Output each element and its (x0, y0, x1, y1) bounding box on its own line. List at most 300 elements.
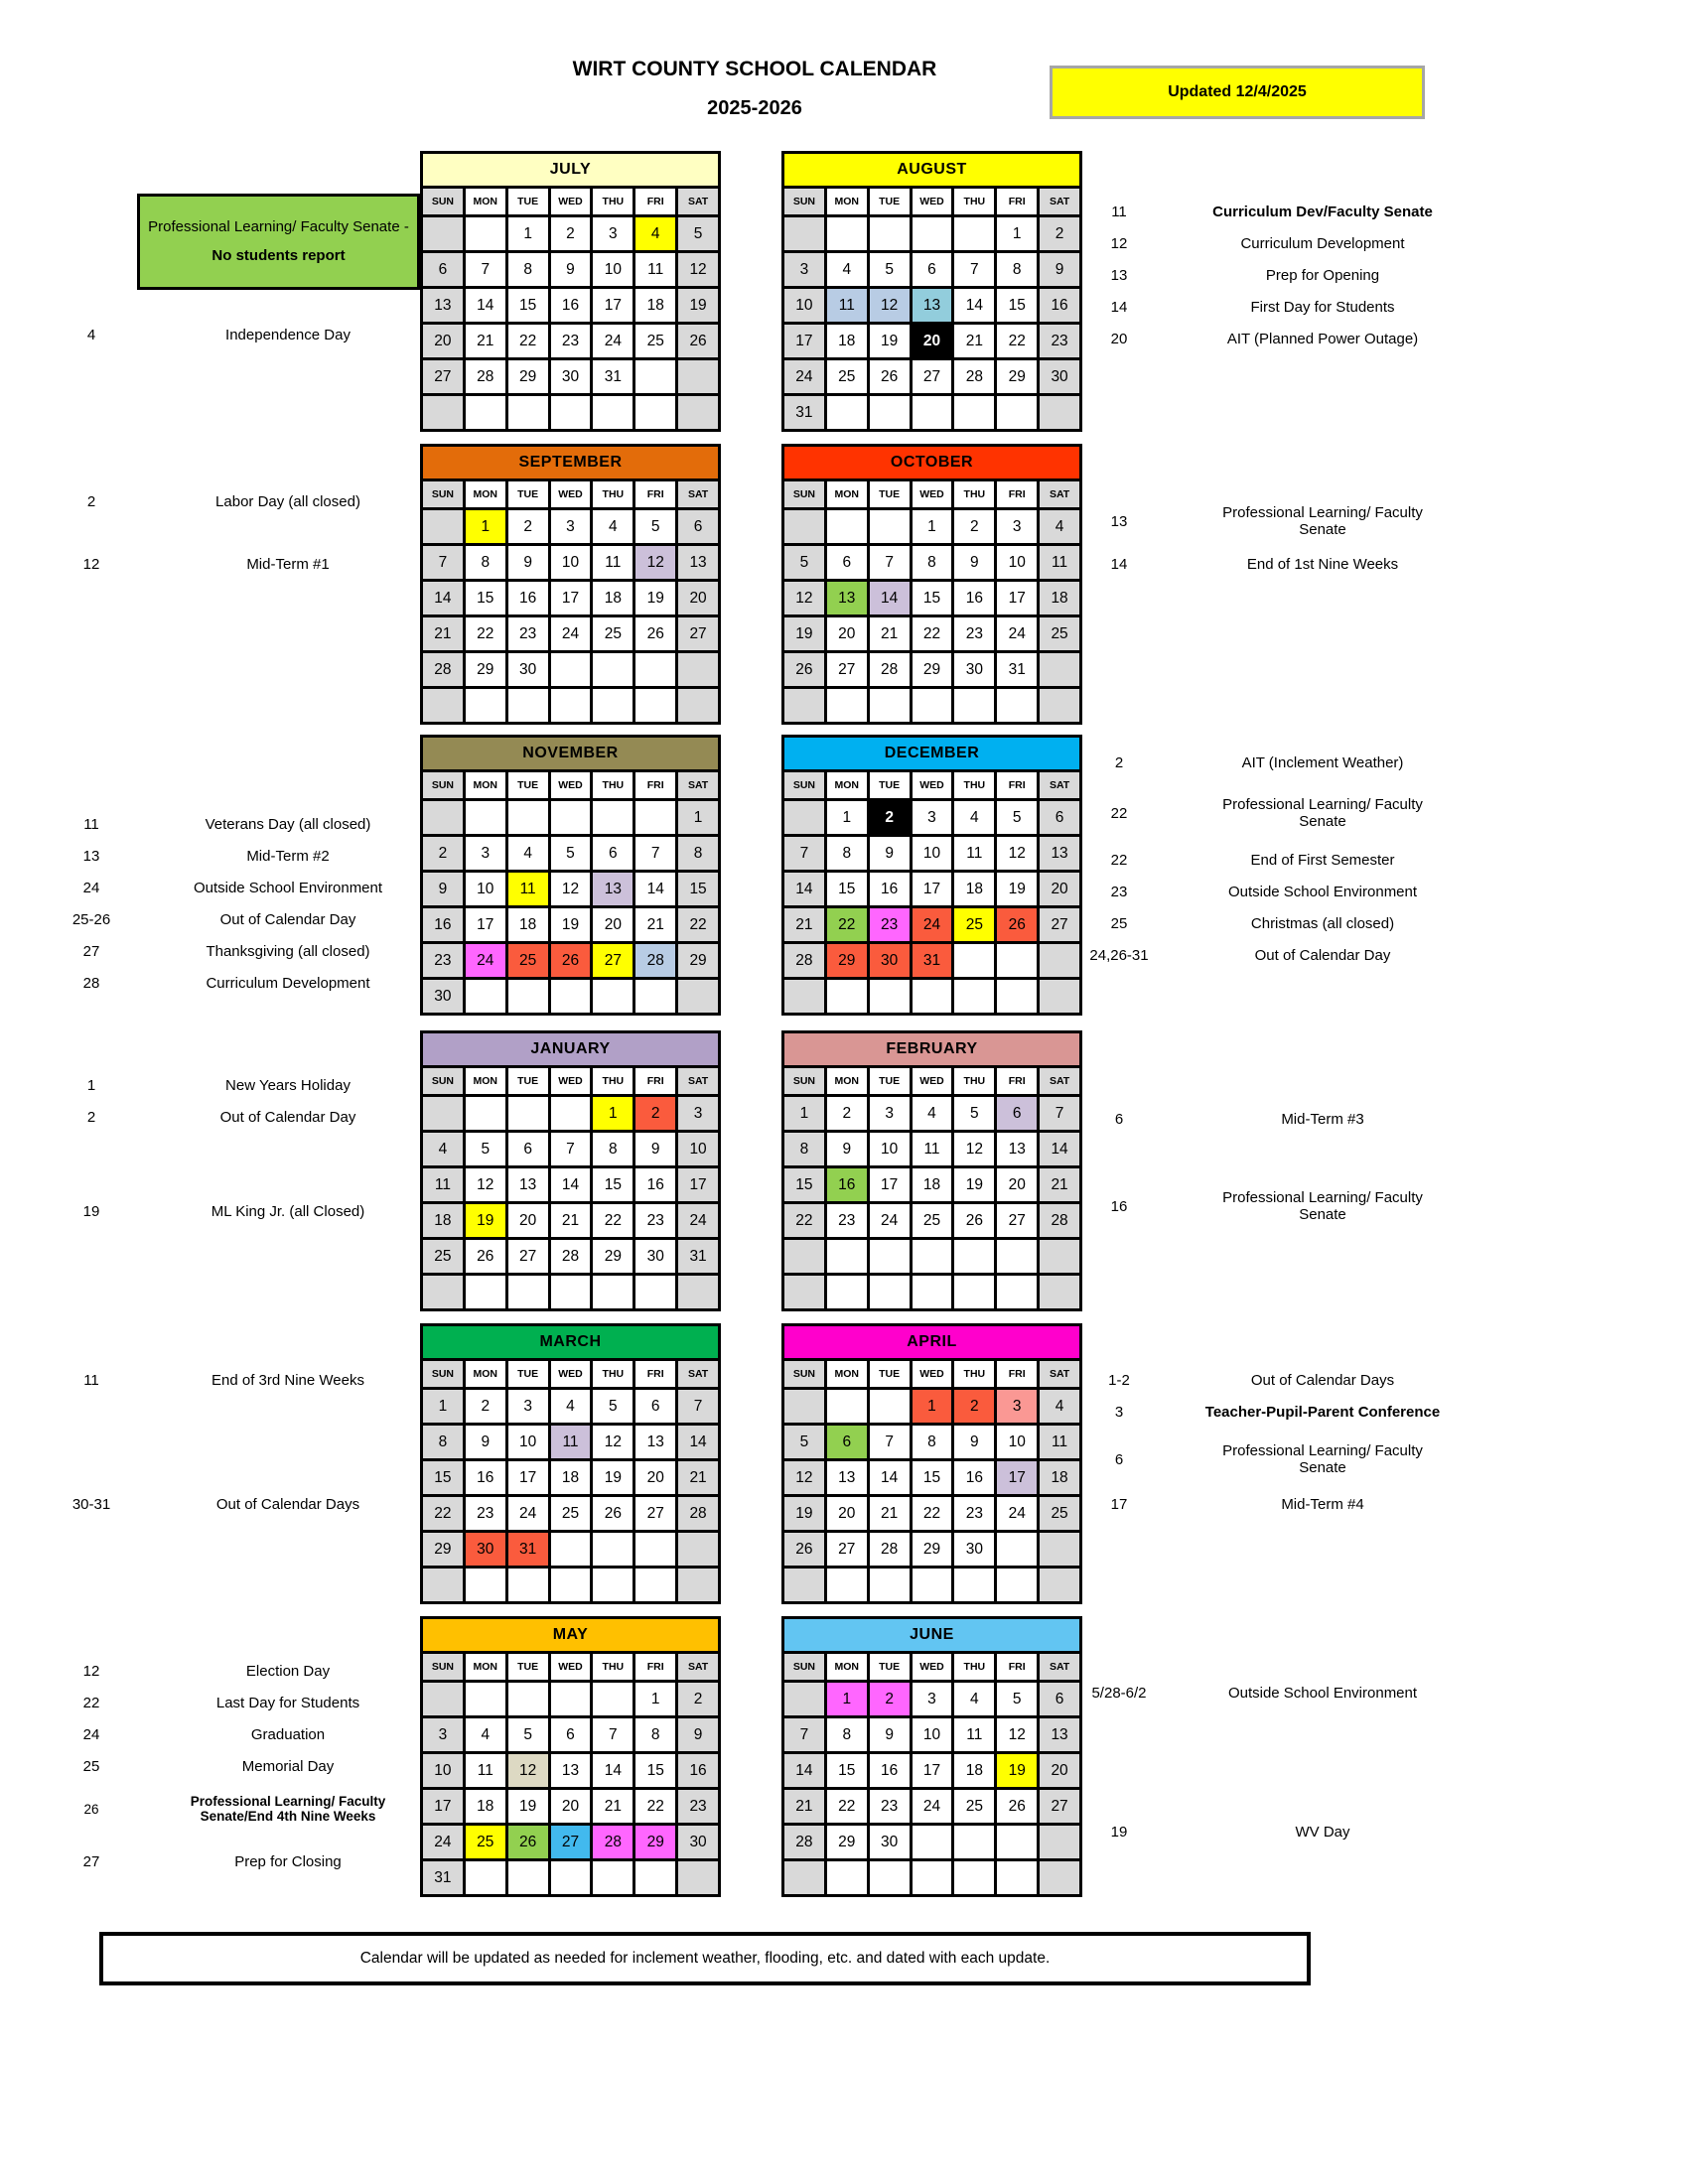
day-cell: 8 (784, 1133, 824, 1165)
month-title: JUNE (781, 1616, 1082, 1651)
annotation-label: Memorial Day (241, 1757, 335, 1775)
annotation (57, 1101, 417, 1133)
month-grid (420, 1065, 721, 1311)
day-cell: 12 (678, 253, 718, 286)
day-cell: 7 (551, 1133, 591, 1165)
day-cell: 15 (508, 289, 548, 322)
day-cell: 27 (827, 653, 867, 686)
day-cell: 5 (997, 801, 1037, 834)
annotation-label: Teacher-Pupil-Parent Conference (1204, 1403, 1441, 1421)
day-cell: 31 (508, 1533, 548, 1566)
day-header: TUE (870, 481, 910, 507)
month-title: MARCH (420, 1323, 721, 1358)
day-cell (466, 801, 505, 834)
annotation (57, 1655, 417, 1687)
day-cell (1040, 653, 1079, 686)
day-cell: 18 (635, 289, 675, 322)
day-cell: 28 (551, 1240, 591, 1273)
day-cell: 22 (913, 1497, 952, 1530)
day-cell: 4 (827, 253, 867, 286)
day-cell: 2 (551, 217, 591, 250)
day-cell: 22 (678, 908, 718, 941)
day-cell: 5 (508, 1718, 548, 1751)
annotation-date: 11 (83, 815, 99, 833)
day-cell: 24 (678, 1204, 718, 1237)
day-cell: 28 (593, 1826, 633, 1858)
day-header: FRI (635, 1654, 675, 1680)
day-header: FRI (635, 772, 675, 798)
annotation-date: 2 (86, 492, 96, 510)
day-cell: 1 (913, 510, 952, 543)
day-header: MON (827, 481, 867, 507)
day-header: MON (827, 1361, 867, 1387)
day-cell (954, 217, 994, 250)
day-cell (954, 980, 994, 1013)
day-cell: 19 (997, 873, 1037, 905)
day-cell: 29 (423, 1533, 463, 1566)
day-cell (593, 1276, 633, 1308)
day-cell: 4 (913, 1097, 952, 1130)
day-cell (466, 217, 505, 250)
day-cell: 10 (997, 1426, 1037, 1458)
day-cell: 18 (508, 908, 548, 941)
day-cell: 23 (423, 944, 463, 977)
day-cell: 10 (870, 1133, 910, 1165)
day-cell: 10 (508, 1426, 548, 1458)
day-cell (551, 980, 591, 1013)
day-cell (954, 1826, 994, 1858)
annotation-label: Professional Learning/ Faculty Senate (1222, 504, 1423, 538)
day-cell (508, 1569, 548, 1601)
day-cell: 5 (551, 837, 591, 870)
annotation (57, 872, 417, 903)
month-grid (420, 186, 721, 432)
day-cell: 2 (1040, 217, 1079, 250)
day-cell (635, 653, 675, 686)
annotation (1074, 1488, 1481, 1520)
day-cell: 21 (1040, 1168, 1079, 1201)
day-cell: 17 (423, 1790, 463, 1823)
day-cell (508, 396, 548, 429)
month-november (420, 735, 721, 1016)
day-header: FRI (635, 481, 675, 507)
day-cell: 13 (635, 1426, 675, 1458)
day-cell: 5 (784, 546, 824, 579)
day-header: TUE (508, 1068, 548, 1094)
day-header: SUN (423, 1654, 463, 1680)
day-cell: 17 (508, 1461, 548, 1494)
day-cell (466, 396, 505, 429)
annotation (1074, 876, 1481, 907)
day-header: THU (954, 189, 994, 214)
day-cell: 27 (997, 1204, 1037, 1237)
annotation-date: 4 (86, 326, 96, 343)
day-cell: 8 (508, 253, 548, 286)
day-cell (784, 689, 824, 722)
day-cell: 9 (1040, 253, 1079, 286)
day-cell: 21 (423, 617, 463, 650)
day-cell: 29 (593, 1240, 633, 1273)
annotation-date: 12 (82, 1662, 100, 1680)
annotation (57, 903, 417, 935)
day-cell: 2 (827, 1097, 867, 1130)
day-cell: 14 (635, 873, 675, 905)
day-cell: 12 (954, 1133, 994, 1165)
day-cell: 3 (784, 253, 824, 286)
day-cell: 31 (913, 944, 952, 977)
day-cell: 16 (678, 1754, 718, 1787)
day-cell: 31 (593, 360, 633, 393)
annotation-label: Mid-Term #2 (246, 847, 330, 865)
day-cell (913, 396, 952, 429)
day-cell: 9 (551, 253, 591, 286)
day-cell: 5 (678, 217, 718, 250)
day-cell (870, 1861, 910, 1894)
day-cell (635, 1276, 675, 1308)
day-header: FRI (635, 1068, 675, 1094)
day-cell (593, 396, 633, 429)
annotation-label: First Day for Students (1250, 298, 1395, 316)
month-grid (781, 478, 1082, 725)
day-cell: 19 (551, 908, 591, 941)
day-cell: 27 (423, 360, 463, 393)
day-cell: 19 (784, 1497, 824, 1530)
day-cell (913, 1276, 952, 1308)
day-header: MON (466, 1654, 505, 1680)
day-cell: 15 (423, 1461, 463, 1494)
day-cell: 5 (593, 1390, 633, 1423)
day-header: THU (593, 1361, 633, 1387)
annotation (1074, 196, 1481, 227)
day-cell (678, 396, 718, 429)
day-cell (784, 1390, 824, 1423)
day-cell: 10 (784, 289, 824, 322)
month-title: APRIL (781, 1323, 1082, 1358)
day-cell: 1 (423, 1390, 463, 1423)
day-cell: 24 (913, 1790, 952, 1823)
day-cell: 22 (997, 325, 1037, 357)
day-cell (678, 1533, 718, 1566)
day-cell: 16 (870, 873, 910, 905)
month-december (781, 735, 1082, 1016)
day-cell: 1 (593, 1097, 633, 1130)
day-header: TUE (508, 1654, 548, 1680)
month-grid (420, 478, 721, 725)
day-header: FRI (997, 189, 1037, 214)
annotation-label: Prep for Closing (234, 1852, 342, 1870)
day-cell: 26 (784, 1533, 824, 1566)
day-cell: 10 (678, 1133, 718, 1165)
day-cell (635, 360, 675, 393)
day-cell (997, 980, 1037, 1013)
day-cell: 9 (870, 1718, 910, 1751)
day-cell (466, 1097, 505, 1130)
day-cell: 14 (423, 582, 463, 614)
day-header: FRI (635, 1361, 675, 1387)
annotation (57, 840, 417, 872)
day-cell: 25 (954, 908, 994, 941)
day-header: WED (913, 189, 952, 214)
annotation-label: Out of Calendar Days (1250, 1371, 1395, 1389)
day-cell (997, 689, 1037, 722)
day-cell: 31 (678, 1240, 718, 1273)
annotation-date: 19 (1110, 1823, 1128, 1841)
day-cell: 10 (997, 546, 1037, 579)
day-cell: 22 (508, 325, 548, 357)
day-cell: 20 (1040, 1754, 1079, 1787)
day-cell: 22 (593, 1204, 633, 1237)
day-cell: 25 (827, 360, 867, 393)
day-cell (678, 689, 718, 722)
day-cell: 4 (508, 837, 548, 870)
annotation (57, 1195, 417, 1227)
day-cell: 16 (508, 582, 548, 614)
day-cell: 14 (954, 289, 994, 322)
day-header: SUN (784, 1361, 824, 1387)
day-cell: 16 (827, 1168, 867, 1201)
annotation-label: Graduation (250, 1725, 326, 1743)
day-cell: 28 (784, 1826, 824, 1858)
day-cell (954, 1569, 994, 1601)
day-cell: 13 (593, 873, 633, 905)
day-cell (954, 396, 994, 429)
day-cell (870, 396, 910, 429)
day-header: MON (466, 772, 505, 798)
day-cell: 6 (1040, 801, 1079, 834)
day-cell (827, 1390, 867, 1423)
annotation-date: 25 (1110, 914, 1128, 932)
day-cell: 28 (870, 1533, 910, 1566)
day-header: THU (954, 1654, 994, 1680)
day-header: WED (551, 772, 591, 798)
day-cell: 8 (678, 837, 718, 870)
day-cell: 26 (997, 908, 1037, 941)
annotation-label: AIT (Planned Power Outage) (1226, 330, 1419, 347)
day-cell: 8 (423, 1426, 463, 1458)
annotation-date: 6 (1114, 1110, 1124, 1128)
day-cell: 30 (508, 653, 548, 686)
day-cell (593, 689, 633, 722)
day-header: SAT (1040, 1361, 1079, 1387)
day-cell (466, 1861, 505, 1894)
annotation (1074, 227, 1481, 259)
day-cell: 28 (423, 653, 463, 686)
annotation (57, 967, 417, 999)
day-cell (870, 1569, 910, 1601)
day-cell: 23 (870, 1790, 910, 1823)
day-cell (784, 217, 824, 250)
day-cell: 8 (635, 1718, 675, 1751)
day-cell: 16 (635, 1168, 675, 1201)
day-cell (508, 801, 548, 834)
day-cell: 11 (1040, 546, 1079, 579)
day-cell (997, 1533, 1037, 1566)
annotation-label: Out of Calendar Day (219, 1108, 356, 1126)
day-cell: 3 (551, 510, 591, 543)
day-cell: 26 (593, 1497, 633, 1530)
day-cell: 15 (913, 582, 952, 614)
day-cell: 11 (954, 837, 994, 870)
day-cell: 27 (635, 1497, 675, 1530)
day-cell: 2 (508, 510, 548, 543)
annotation-date: 27 (82, 942, 100, 960)
annotation-date: 13 (82, 847, 100, 865)
day-cell: 27 (1040, 908, 1079, 941)
day-cell: 26 (870, 360, 910, 393)
month-title: JULY (420, 151, 721, 186)
day-cell: 21 (784, 908, 824, 941)
day-cell: 15 (635, 1754, 675, 1787)
annotation (1074, 907, 1481, 939)
annotation-label: Mid-Term #3 (1281, 1110, 1364, 1128)
month-grid (781, 1651, 1082, 1897)
day-cell: 7 (784, 1718, 824, 1751)
annotation-label: End of 1st Nine Weeks (1246, 555, 1399, 573)
day-cell (997, 1240, 1037, 1273)
day-cell: 1 (997, 217, 1037, 250)
month-title: OCTOBER (781, 444, 1082, 478)
annotation-label: Labor Day (all closed) (215, 492, 360, 510)
day-header: THU (593, 481, 633, 507)
day-cell: 6 (827, 546, 867, 579)
day-cell (508, 1861, 548, 1894)
day-cell: 13 (508, 1168, 548, 1201)
day-header: SUN (784, 481, 824, 507)
day-cell (423, 1683, 463, 1715)
day-cell: 8 (593, 1133, 633, 1165)
day-cell: 22 (827, 1790, 867, 1823)
day-cell: 12 (784, 1461, 824, 1494)
legend-green-note (137, 194, 420, 290)
day-cell: 8 (466, 546, 505, 579)
annotation (1074, 548, 1481, 580)
day-cell (635, 1861, 675, 1894)
day-cell: 3 (997, 1390, 1037, 1423)
annotation-date: 28 (82, 974, 100, 992)
day-header: MON (827, 1068, 867, 1094)
day-cell: 24 (913, 908, 952, 941)
day-cell: 7 (870, 546, 910, 579)
day-cell: 12 (551, 873, 591, 905)
month-grid (781, 186, 1082, 432)
day-cell: 19 (870, 325, 910, 357)
day-cell: 26 (466, 1240, 505, 1273)
day-cell: 8 (997, 253, 1037, 286)
day-cell (784, 1683, 824, 1715)
day-cell: 7 (678, 1390, 718, 1423)
day-cell (997, 1276, 1037, 1308)
day-cell (997, 1861, 1037, 1894)
day-cell: 3 (678, 1097, 718, 1130)
annotation (57, 1364, 417, 1396)
day-cell: 25 (593, 617, 633, 650)
day-cell: 18 (551, 1461, 591, 1494)
day-cell: 6 (913, 253, 952, 286)
day-cell: 2 (954, 510, 994, 543)
annotation-label: Thanksgiving (all closed) (206, 942, 370, 960)
annotation-date: 1 (86, 1076, 96, 1094)
day-cell: 4 (1040, 510, 1079, 543)
day-cell: 6 (997, 1097, 1037, 1130)
day-cell: 30 (954, 1533, 994, 1566)
annotation (57, 319, 417, 350)
day-header: SAT (678, 1654, 718, 1680)
day-cell: 24 (466, 944, 505, 977)
day-cell: 28 (954, 360, 994, 393)
day-cell: 30 (635, 1240, 675, 1273)
day-cell: 22 (827, 908, 867, 941)
annotation (1074, 259, 1481, 291)
annotation-date: 24 (82, 1725, 100, 1743)
day-cell: 15 (827, 1754, 867, 1787)
day-cell (1040, 1569, 1079, 1601)
day-cell (678, 1276, 718, 1308)
day-cell: 26 (551, 944, 591, 977)
day-cell: 11 (508, 873, 548, 905)
day-cell (1040, 689, 1079, 722)
day-cell: 28 (870, 653, 910, 686)
day-cell: 23 (635, 1204, 675, 1237)
day-cell: 5 (870, 253, 910, 286)
day-cell: 9 (508, 546, 548, 579)
day-cell: 23 (870, 908, 910, 941)
day-cell: 4 (423, 1133, 463, 1165)
day-cell: 15 (913, 1461, 952, 1494)
day-cell (423, 1569, 463, 1601)
annotation-date: 14 (1110, 298, 1128, 316)
day-cell: 1 (508, 217, 548, 250)
day-cell (827, 1240, 867, 1273)
annotation-label: Professional Learning/ Faculty Senate (1222, 1442, 1423, 1476)
day-header: SUN (784, 772, 824, 798)
day-cell: 5 (635, 510, 675, 543)
month-september (420, 444, 721, 725)
day-cell: 15 (784, 1168, 824, 1201)
day-cell: 6 (1040, 1683, 1079, 1715)
day-header: TUE (508, 189, 548, 214)
day-cell (551, 1533, 591, 1566)
annotation-label: Out of Calendar Day (219, 910, 356, 928)
day-cell (913, 980, 952, 1013)
day-cell: 5 (466, 1133, 505, 1165)
day-header: WED (551, 1068, 591, 1094)
day-header: FRI (997, 481, 1037, 507)
day-cell: 16 (954, 582, 994, 614)
day-cell: 6 (827, 1426, 867, 1458)
day-cell: 5 (784, 1426, 824, 1458)
day-cell: 23 (1040, 325, 1079, 357)
day-cell: 16 (870, 1754, 910, 1787)
day-cell: 4 (635, 217, 675, 250)
annotation-label: Outside School Environment (1227, 1684, 1418, 1702)
day-cell (508, 1276, 548, 1308)
day-cell (954, 1276, 994, 1308)
day-cell (551, 1276, 591, 1308)
day-cell (551, 689, 591, 722)
day-header: THU (954, 1068, 994, 1094)
day-cell: 14 (870, 1461, 910, 1494)
annotation-date: 16 (1110, 1197, 1128, 1215)
annotation-date: 26 (83, 1801, 99, 1817)
day-cell: 29 (635, 1826, 675, 1858)
day-cell (913, 1826, 952, 1858)
day-header: SAT (678, 481, 718, 507)
annotation-label: Out of Calendar Days (215, 1495, 360, 1513)
day-cell: 21 (635, 908, 675, 941)
footer-note-text: Calendar will be updated as needed for inclement weather, flooding, etc. and dated with each update. (359, 1950, 1051, 1967)
day-cell (678, 1861, 718, 1894)
day-header: FRI (997, 1361, 1037, 1387)
